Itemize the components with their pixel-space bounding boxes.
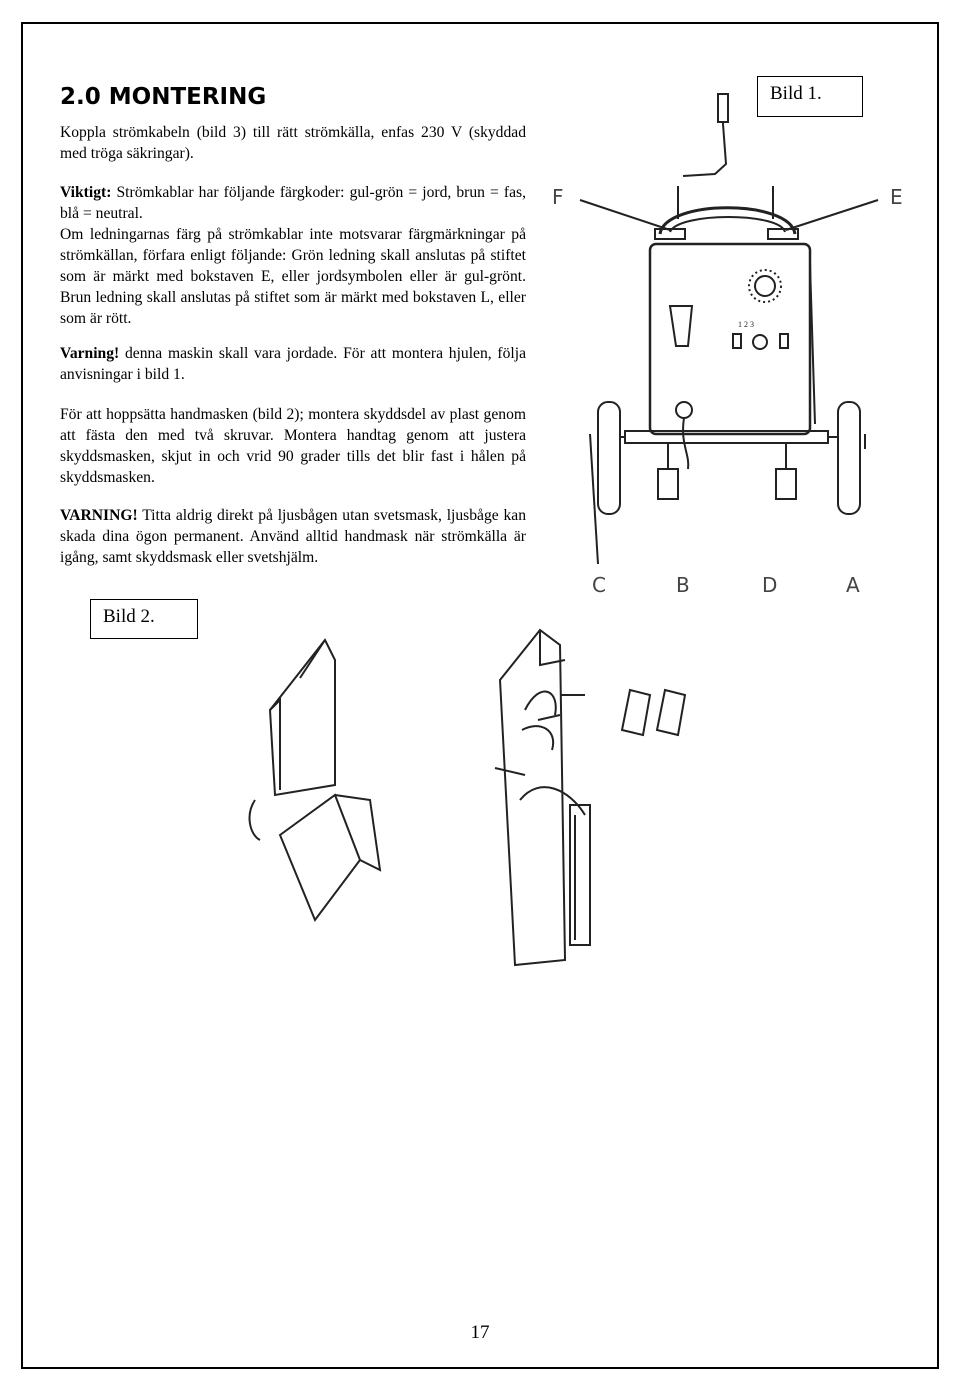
eye-warning-paragraph xyxy=(60,505,526,568)
page-number: 17 xyxy=(470,1322,490,1343)
grounding-warning-paragraph xyxy=(60,343,526,385)
handmask-paragraph: För att hoppsätta handmasken (bild 2); montera skyddsdel av plast genom att fästa den med två skruvar. Montera handtag genom att justera skyddsmasken, skjut in och vrid 90 grader tills det blir fast i hålen på skyddsmasken. xyxy=(60,406,526,486)
grounding-warning-text: denna maskin skall vara jordade. För att montera hjulen, följa anvisningar i bild 1. xyxy=(60,345,526,383)
figure1-label: Bild 1. xyxy=(757,76,863,117)
svg-text:1 2 3: 1 2 3 xyxy=(738,320,754,329)
label-e: E xyxy=(890,185,903,209)
handmask-assembly-illustration xyxy=(240,620,710,990)
section-heading: 2.0 MONTERING xyxy=(60,84,267,110)
label-d: D xyxy=(762,573,778,597)
important-label: Viktigt: xyxy=(60,184,112,201)
label-c: C xyxy=(592,573,606,597)
welder-trolley-illustration xyxy=(540,84,920,604)
warning-label: Varning! xyxy=(60,345,120,362)
wiring-instructions: Om ledningarnas färg på strömkablar inte motsvarar färgmärkningar på strömkällan, förfara enligt följande: Grön ledning skall anslutas på stiftet som är märkt med bokstaven E, eller jordsymbolen eller är gul-grönt. Brun ledning skall anslutas på stiftet som är märkt med bokstaven L, eller som är rött. xyxy=(60,226,526,327)
intro-paragraph: Koppla strömkabeln (bild 3) till rätt strömkälla, enfas 230 V (skyddad med tröga säkringar). xyxy=(60,124,526,162)
eye-warning-text: Titta aldrig direkt på ljusbågen utan svetsmask, ljusbåge kan skada dina ögon permanent. Använd alltid handmask när strömkälla är igång, samt skyddsmask eller svetshjälm. xyxy=(60,507,526,566)
eye-warning-label: VARNING! xyxy=(60,507,138,524)
color-code-paragraph xyxy=(60,182,526,329)
label-a: A xyxy=(846,573,860,597)
figure2-label: Bild 2. xyxy=(90,599,198,639)
label-f: F xyxy=(552,185,564,209)
label-b: B xyxy=(676,573,690,597)
color-code-text: Strömkablar har följande färgkoder: gul-grön = jord, brun = fas, blå = neutral. xyxy=(60,184,526,222)
